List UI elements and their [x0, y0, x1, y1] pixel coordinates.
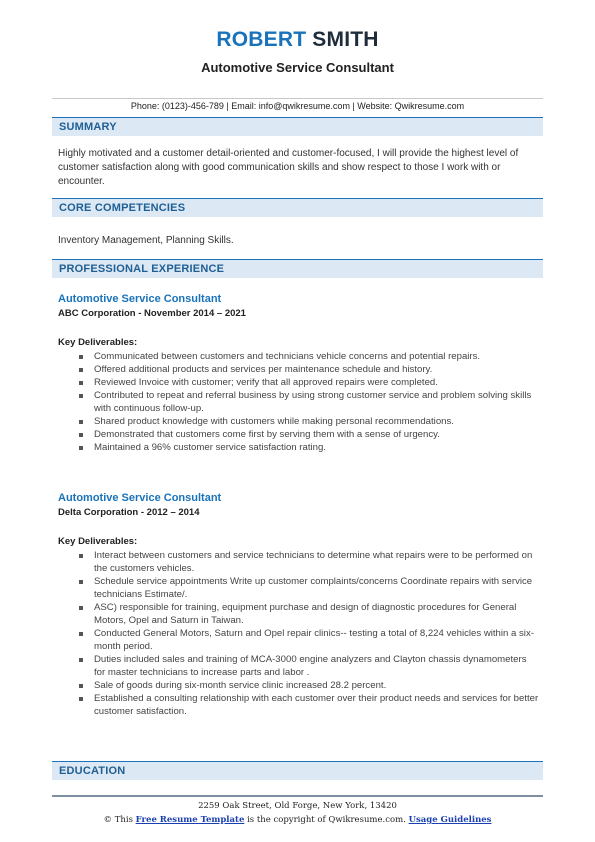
experience-heading: PROFESSIONAL EXPERIENCE: [59, 263, 225, 275]
job-role: Automotive Service Consultant: [58, 492, 222, 504]
list-item: Communicated between customers and technicians vehicle concerns and potential repairs.: [58, 350, 540, 363]
list-item: Demonstrated that customers come first by serving them with a sense of urgency.: [58, 428, 540, 441]
list-item: Shared product knowledge with customers while making personal recommendations.: [58, 415, 540, 428]
key-deliverables-label: Key Deliverables:: [58, 337, 138, 348]
summary-section-header: [52, 117, 543, 136]
footer-copyright: [0, 815, 595, 825]
footer-divider: [52, 795, 543, 797]
first-name: ROBERT: [216, 28, 307, 51]
job-company: Delta Corporation - 2012 – 2014: [58, 507, 200, 518]
list-item: Maintained a 96% customer service satisfaction rating.: [58, 441, 540, 454]
list-item: Established a consulting relationship with each customer over their product needs and services for better customer satisfaction.: [58, 692, 540, 718]
education-section-header: [52, 761, 543, 780]
job-role: Automotive Service Consultant: [58, 293, 222, 305]
list-item: ASC) responsible for training, equipment purchase and design of diagnostic procedures for General Motors, Opel and Saturn in Taiwan.: [58, 601, 540, 627]
summary-text: Highly motivated and a customer detail-oriented and customer-focused, I will provide the highest level of customer satisfaction along with good communication skills and show respect to those I work with or encounter.: [58, 148, 519, 187]
deliverables-list: [58, 350, 540, 454]
experience-section-header: [52, 259, 543, 278]
contact-divider: [52, 98, 543, 99]
summary-heading: SUMMARY: [59, 121, 117, 133]
key-deliverables-label: Key Deliverables:: [58, 536, 138, 547]
competencies-text: Inventory Management, Planning Skills.: [58, 235, 234, 246]
copyright-text: is the copyright of Qwikresume.com.: [247, 815, 406, 825]
list-item: Interact between customers and service technicians to determine what repairs were to be performed on the customers vehicles.: [58, 549, 540, 575]
last-name: SMITH: [312, 28, 379, 51]
footer-address: 2259 Oak Street, Old Forge, New York, 13420: [198, 801, 397, 811]
candidate-name: [0, 28, 595, 52]
list-item: Reviewed Invoice with customer; verify that all approved repairs were completed.: [58, 376, 540, 389]
education-heading: EDUCATION: [59, 765, 126, 777]
list-item: Contributed to repeat and referral business by using strong customer service and problem solving skills with continuous follow-up.: [58, 389, 540, 415]
usage-guidelines-link[interactable]: Usage Guidelines: [408, 815, 492, 825]
list-item: Offered additional products and services per maintenance schedule and history.: [58, 363, 540, 376]
free-resume-template-link[interactable]: Free Resume Template: [135, 815, 245, 825]
competencies-heading: CORE COMPETENCIES: [59, 202, 186, 214]
list-item: Sale of goods during six-month service clinic increased 28.2 percent.: [58, 679, 540, 692]
job-title: Automotive Service Consultant: [201, 60, 394, 75]
list-item: Schedule service appointments Write up customer complaints/concerns Coordinate repairs with service technicians Estimate/.: [58, 575, 540, 601]
competencies-section-header: [52, 198, 543, 217]
list-item: Duties included sales and training of MCA-3000 engine analyzers and Clayton chassis dynamometers for master technicians to increase parts and labor .: [58, 653, 540, 679]
list-item: Conducted General Motors, Saturn and Opel repair clinics-- testing a total of 8,224 vehicles within a six- month period.: [58, 627, 540, 653]
deliverables-list: [58, 549, 540, 718]
job-company: ABC Corporation - November 2014 – 2021: [58, 308, 246, 319]
copyright-prefix: © This: [103, 815, 133, 825]
contact-info: Phone: (0123)-456-789 | Email: info@qwikresume.com | Website: Qwikresume.com: [130, 101, 465, 111]
